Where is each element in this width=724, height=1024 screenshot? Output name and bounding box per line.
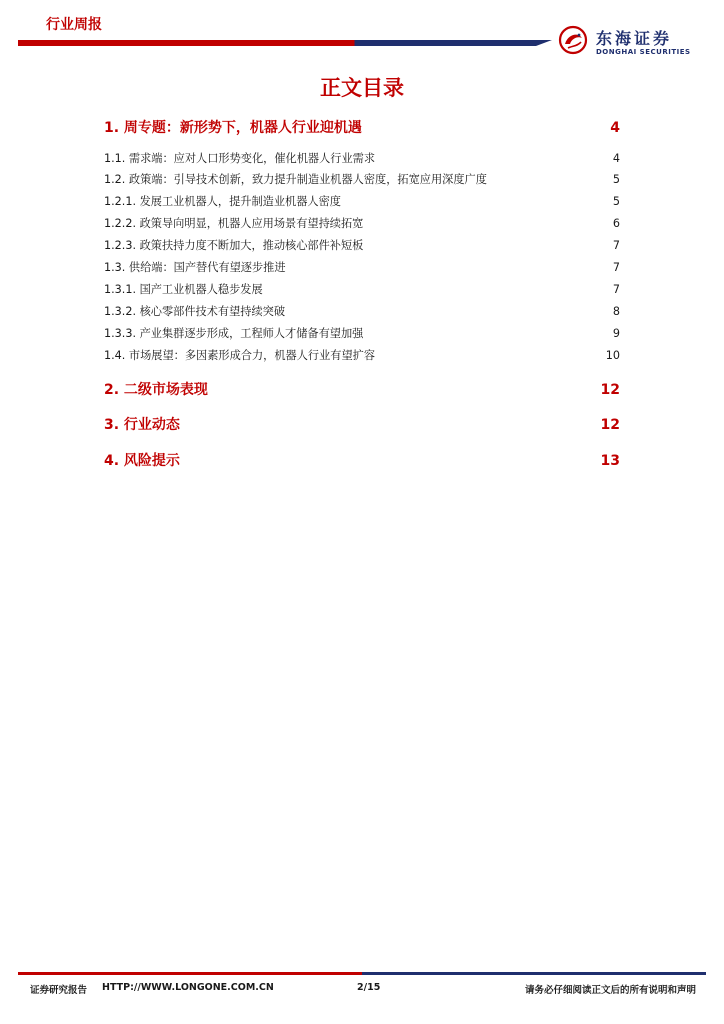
toc-entry[interactable] bbox=[104, 450, 620, 470]
toc-entry[interactable] bbox=[104, 414, 620, 434]
toc-entry[interactable] bbox=[104, 215, 620, 231]
report-type-label: 行业周报 bbox=[46, 17, 102, 33]
toc-entry[interactable] bbox=[104, 281, 620, 297]
toc-entry[interactable] bbox=[104, 171, 620, 187]
toc-entry-page: 7 bbox=[612, 261, 620, 274]
toc-entry-page: 7 bbox=[612, 239, 620, 252]
toc-entry-page: 12 bbox=[600, 417, 620, 433]
footer-page-number: 2/15 bbox=[357, 982, 381, 993]
toc-entry-page: 5 bbox=[612, 195, 620, 208]
logo-chinese-name: 东海证券 bbox=[596, 29, 673, 48]
logo-english-name: DONGHAI SECURITIES bbox=[596, 48, 691, 56]
footer-disclaimer: 请务必仔细阅读正文后的所有说明和声明 bbox=[524, 985, 696, 996]
toc-entry-page: 6 bbox=[612, 217, 620, 230]
footer-website-link[interactable]: HTTP://WWW.LONGONE.COM.CN bbox=[102, 982, 274, 993]
toc-entry-title: 4. 风险提示 bbox=[104, 453, 180, 469]
page-title: 正文目录 bbox=[320, 76, 404, 100]
toc-entry-page: 5 bbox=[612, 173, 620, 186]
toc-entry-page: 9 bbox=[612, 327, 620, 340]
toc-entry[interactable] bbox=[104, 325, 620, 341]
toc-entry[interactable] bbox=[104, 150, 620, 166]
toc-entry-title: 1.2.3. 政策扶持力度不断加大，推动核心部件补短板 bbox=[104, 239, 364, 252]
toc-entry-title: 1.2.1. 发展工业机器人，提升制造业机器人密度 bbox=[104, 195, 341, 208]
footer-report-label: 证券研究报告 bbox=[30, 985, 88, 996]
toc-entry-page: 4 bbox=[612, 152, 620, 165]
toc-entry[interactable] bbox=[104, 193, 620, 209]
toc-entry-title: 1.1. 需求端：应对人口形势变化，催化机器人行业需求 bbox=[104, 152, 376, 165]
toc-entry[interactable] bbox=[104, 259, 620, 275]
toc-entry[interactable] bbox=[104, 347, 620, 363]
header-divider bbox=[18, 40, 552, 46]
toc-entry-page: 7 bbox=[612, 283, 620, 296]
toc-entry-title: 1. 周专题：新形势下，机器人行业迎机遇 bbox=[104, 120, 362, 136]
toc-entry[interactable] bbox=[104, 379, 620, 399]
toc-entry-title: 2. 二级市场表现 bbox=[104, 382, 208, 398]
toc-entry-page: 4 bbox=[610, 120, 620, 136]
toc-entry[interactable] bbox=[104, 303, 620, 319]
dragon-emblem-icon bbox=[556, 22, 590, 58]
toc-entry-title: 3. 行业动态 bbox=[104, 417, 180, 433]
toc-entry-page: 8 bbox=[612, 305, 620, 318]
toc-entry-title: 1.4. 市场展望：多因素形成合力，机器人行业有望扩容 bbox=[104, 349, 376, 362]
toc-entry-title: 1.3. 供给端：国产替代有望逐步推进 bbox=[104, 261, 286, 274]
toc-entry-title: 1.2.2. 政策导向明显，机器人应用场景有望持续拓宽 bbox=[104, 217, 364, 230]
toc-entry-title: 1.3.2. 核心零部件技术有望持续突破 bbox=[104, 305, 286, 318]
toc-entry-page: 10 bbox=[605, 349, 620, 362]
toc-entry-title: 1.3.1. 国产工业机器人稳步发展 bbox=[104, 283, 263, 296]
toc-entry-title: 1.3.3. 产业集群逐步形成，工程师人才储备有望加强 bbox=[104, 327, 364, 340]
toc-entry-page: 13 bbox=[600, 453, 620, 469]
toc-entry[interactable] bbox=[104, 237, 620, 253]
toc-entry-title: 1.2. 政策端：引导技术创新，致力提升制造业机器人密度，拓宽应用深度广度 bbox=[104, 173, 487, 186]
toc-entry[interactable] bbox=[104, 117, 620, 137]
donghai-logo bbox=[556, 22, 716, 58]
toc-entry-page: 12 bbox=[600, 382, 620, 398]
footer-divider bbox=[18, 972, 706, 975]
